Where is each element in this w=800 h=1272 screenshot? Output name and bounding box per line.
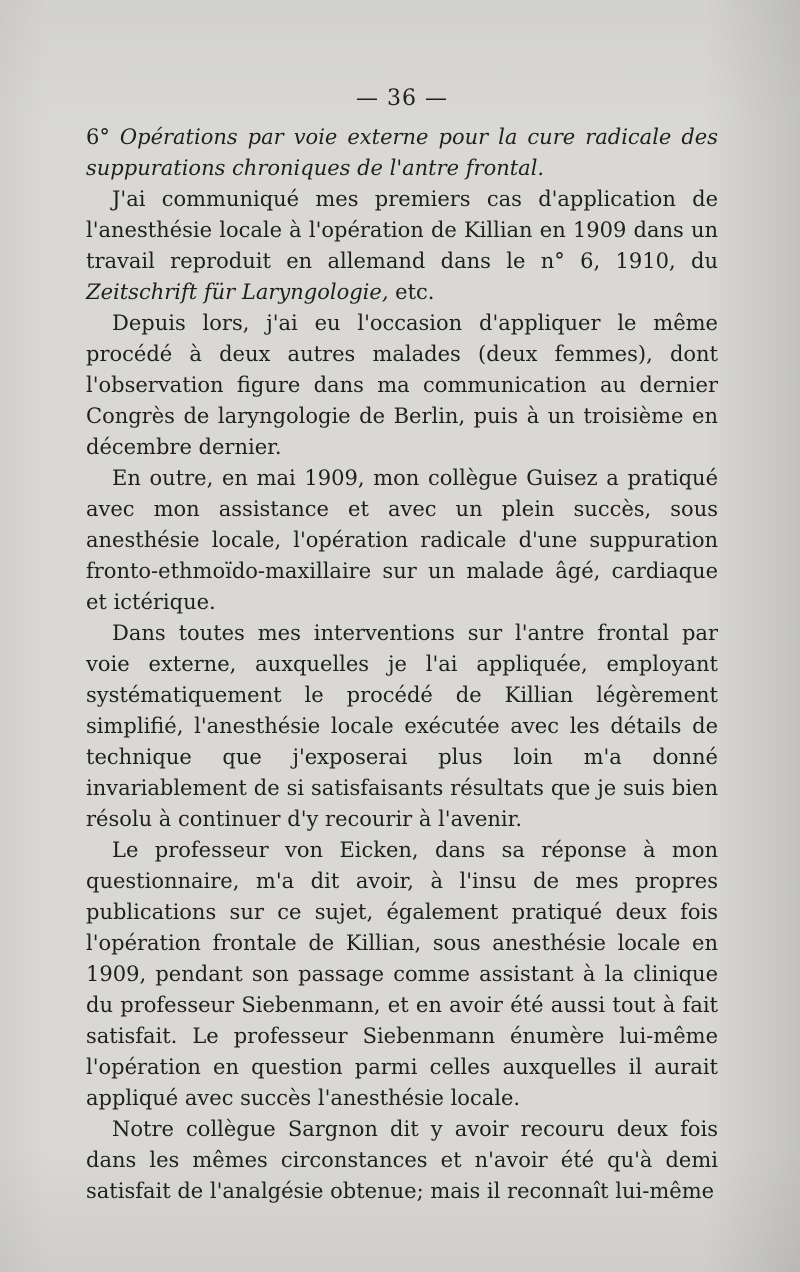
page-number: — 36 — — [356, 86, 448, 111]
section-number: 6° — [86, 125, 110, 149]
book-page — [86, 84, 718, 1207]
paragraph: Notre collègue Sargnon dit y avoir recouru deux fois dans les mêmes circonstances et n'avoir été qu'à demi satisfait de l'analgésie obtenue; mais il reconnaît lui-même — [86, 1117, 718, 1203]
section-heading — [86, 122, 718, 184]
paragraph: Dans toutes mes interventions sur l'antre frontal par voie externe, auxquelles je l'ai appliquée, employant systématiquement le procédé de Killian légèrement simplifié, l'anesthésie locale exécutée avec les détails de technique que j'exposerai plus loin m'a donné invariablement de si satisfaisants résultats que je suis bien résolu à continuer d'y recourir à l'avenir. — [86, 621, 718, 831]
journal-title: Zeitschrift für Laryngologie, — [86, 280, 389, 304]
paragraph — [86, 184, 718, 308]
page-body — [86, 122, 718, 1207]
paragraph-text: J'ai communiqué mes premiers cas d'application de l'anesthésie locale à l'opération de Killian en 1909 dans un travail reproduit en allemand dans le n° 6, 1910, du — [86, 187, 718, 273]
paragraph: Depuis lors, j'ai eu l'occasion d'appliquer le même procédé à deux autres malades (deux femmes), dont l'observation figure dans ma communication au dernier Congrès de laryngologie de Berlin, puis à un troisième en décembre dernier. — [86, 311, 718, 459]
section-title-text: Opérations par voie externe pour la cure radicale des suppurations chroniques de l'antre frontal. — [86, 125, 719, 180]
paragraph: Le professeur von Eicken, dans sa réponse à mon questionnaire, m'a dit avoir, à l'insu de mes propres publications sur ce sujet, également pratiqué deux fois l'opération frontale de Killian, sous anesthésie locale en 1909, pendant son passage comme assistant à la clinique du professeur Siebenmann, et en avoir été aussi tout à fait satisfait. Le professeur Siebenmann énumère lui-même l'opération en question parmi celles auxquelles il aurait appliqué avec succès l'anesthésie locale. — [86, 838, 718, 1110]
paragraph: En outre, en mai 1909, mon collègue Guisez a pratiqué avec mon assistance et avec un plein succès, sous anesthésie locale, l'opération radicale d'une suppuration fronto-ethmoïdo-maxillaire sur un malade âgé, cardiaque et ictérique. — [86, 466, 718, 614]
paragraph-text: etc. — [388, 280, 435, 304]
